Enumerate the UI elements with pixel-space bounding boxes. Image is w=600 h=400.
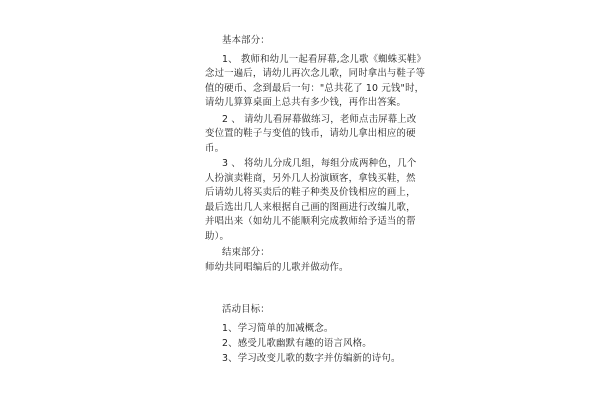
para3-line-3: 后请幼儿将买卖后的鞋子种类及价钱相应的画上， [205,187,416,198]
goal-item-2: 2、感受儿歌幽默有趣的语言风格。 [222,338,372,349]
goal-item-1: 1、学习简单的加减概念。 [222,323,334,334]
para2-line-2: 变位置的鞋子与变值的钱币，请幼儿拿出相应的硬 [205,128,416,139]
para1-line-4: 请幼儿算算桌面上总共有多少钱，再作出答案。 [205,97,407,108]
basic-section-heading: 基本部分： [222,35,270,46]
para3-line-6: 助）。 [205,231,230,242]
para1-line-2: 念过一遍后，请幼儿再次念儿歌，同时拿出与鞋子等 [205,68,426,79]
para3-line-1: 3 、 将幼儿分成几组，每组分成两种色，几个 [222,158,417,169]
para2-line-3: 币。 [205,143,225,154]
para1-line-1: 1、 教师和幼儿一起看屏幕,念儿歌《蜘蛛买鞋》 [222,54,427,65]
para3-line-4: 最后选出几人来根据自己画的图画进行改编儿歌， [205,202,416,213]
para3-line-2: 人扮演卖鞋商，另外几人扮演顾客，拿钱买鞋，然 [205,173,416,184]
goal-item-3: 3、学习改变儿歌的数字并仿编新的诗句。 [222,353,401,364]
para3-line-5: 并唱出来（如幼儿不能顺利完成教师给予适当的帮 [205,216,416,227]
ending-section-heading: 结束部分： [222,247,270,258]
ending-section-text: 师幼共同唱编后的儿歌并做动作。 [205,262,349,273]
para1-line-3: 值的硬币、念到最后一句："总共花了 10 元钱"时， [205,83,425,94]
para2-line-1: 2 、 请幼儿看屏幕做练习，老师点击屏幕上改 [222,114,417,125]
goals-heading: 活动目标： [222,304,270,315]
